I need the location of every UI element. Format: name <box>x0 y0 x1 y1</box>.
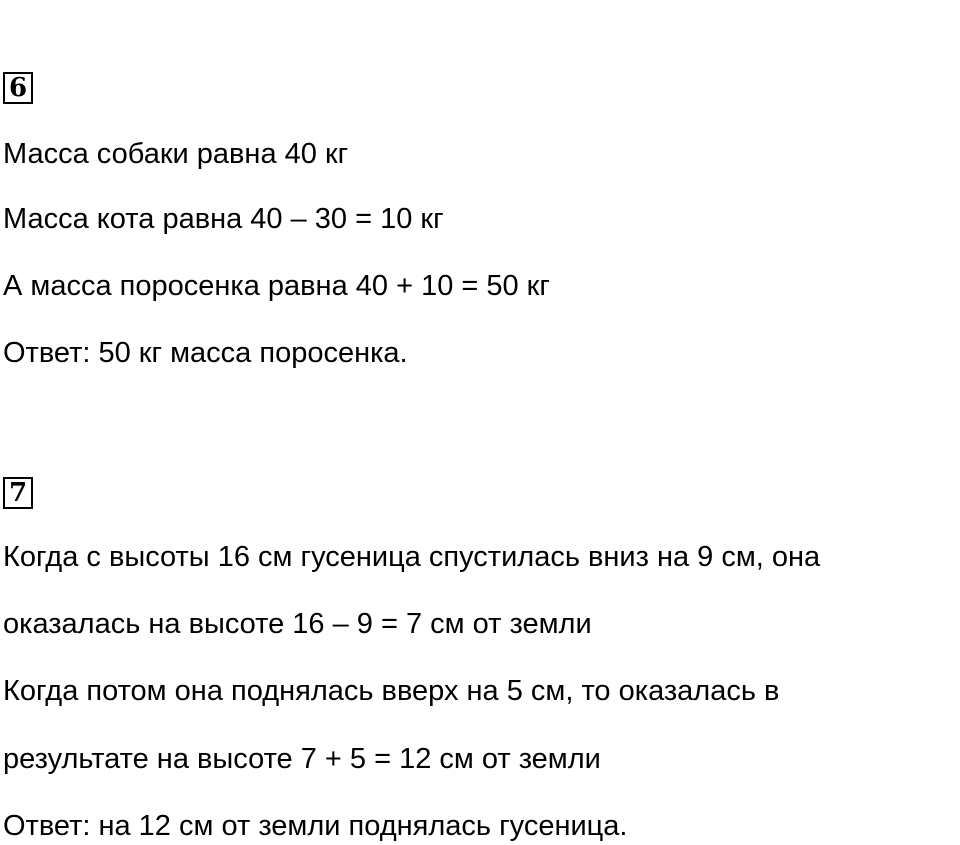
task-7-number-box: 7 <box>3 477 33 509</box>
task-7-line-1: Когда с высоты 16 см гусеница спустилась вниз на 9 см, она <box>3 541 821 573</box>
task-7-line-4: результате на высоте 7 + 5 = 12 см от земли <box>3 743 601 775</box>
task-6-line-1: Масса собаки равна 40 кг <box>3 138 349 170</box>
task-7-answer: Ответ: на 12 см от земли поднялась гусеница. <box>3 810 628 842</box>
task-6-number-box: 6 <box>3 72 33 104</box>
task-7-line-3: Когда потом она поднялась вверх на 5 см, то оказалась в <box>3 675 780 707</box>
task-7-line-2: оказалась на высоте 16 – 9 = 7 см от земли <box>3 608 592 640</box>
task-6-answer: Ответ: 50 кг масса поросенка. <box>3 337 408 369</box>
task-6-line-2: Масса кота равна 40 – 30 = 10 кг <box>3 203 444 235</box>
task-6-line-3: А масса поросенка равна 40 + 10 = 50 кг <box>3 270 550 302</box>
